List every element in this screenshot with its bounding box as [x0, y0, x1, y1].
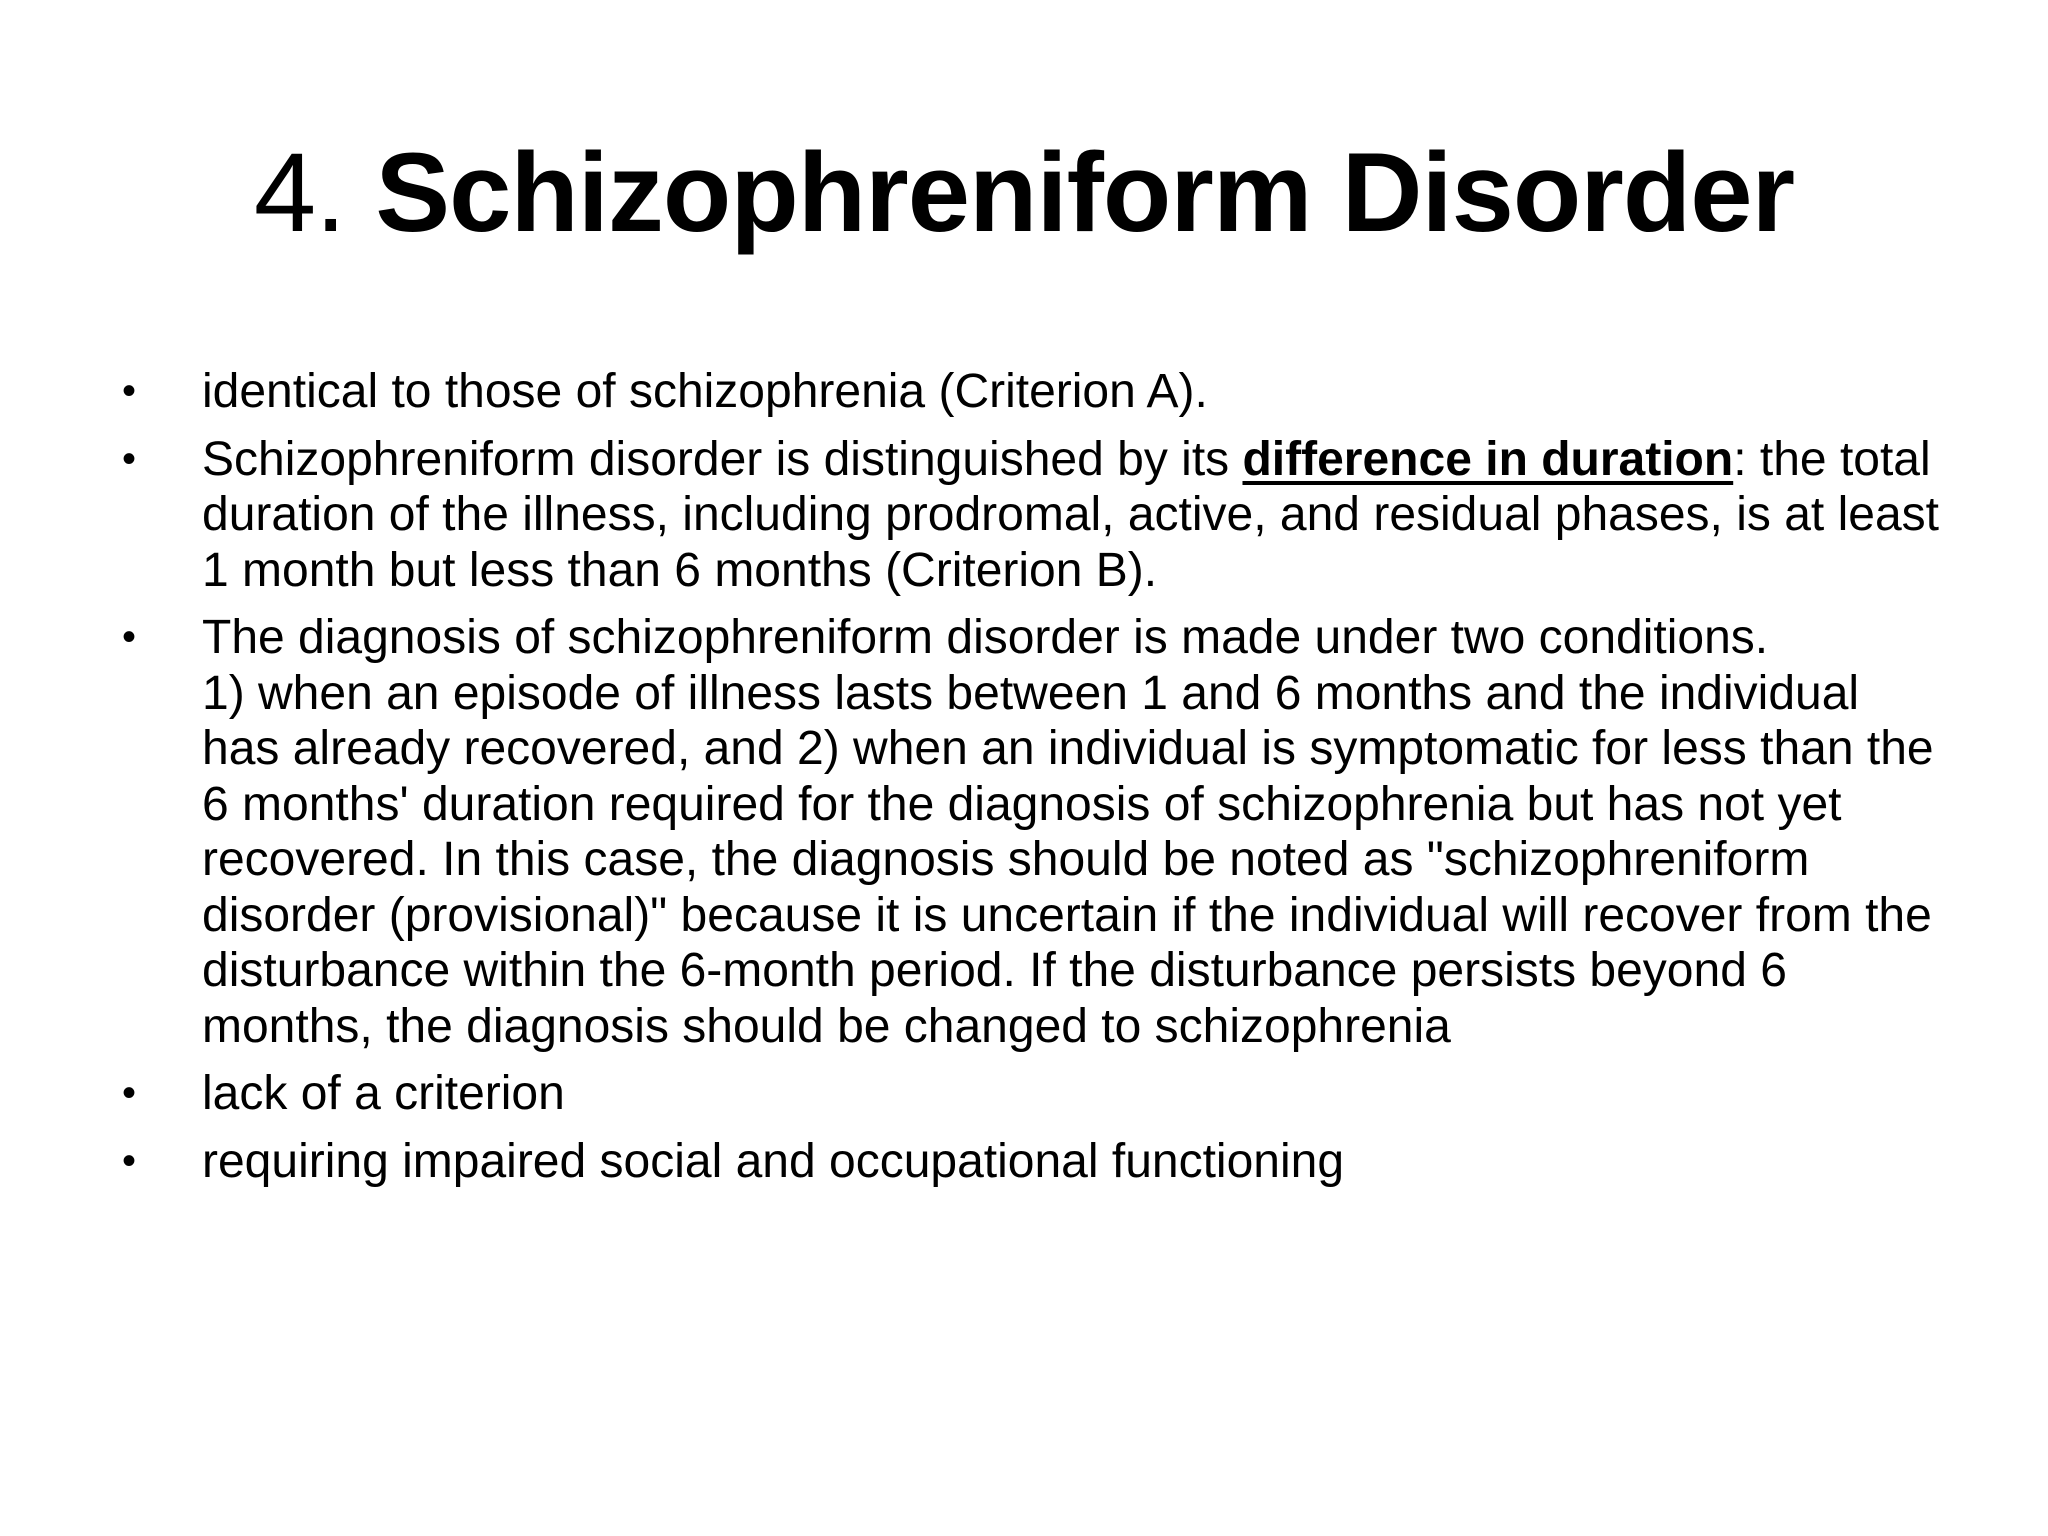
bullet-icon: •: [122, 615, 137, 659]
bullet-icon: •: [122, 436, 137, 481]
bullet-text-3-lead: The diagnosis of schizophreniform disorder is made under two conditions.: [202, 611, 1769, 664]
bullet-text-3-body: 1) when an episode of illness lasts between 1 and 6 months and the individual has already recovered, and 2) when an individual is symptomatic for less than the 6 months' duration required for the diagnosis of schizophrenia but has not yet recovered. In this case, the diagnosis should be noted as "schizophreniform disorder (provisional)" because it is uncertain if the individual will recover from the disturbance within the 6-month period. If the disturbance persists beyond 6 months, the diagnosis should be changed to schizophrenia: [202, 666, 1934, 1053]
bullet-text-4: lack of a criterion: [202, 1067, 565, 1120]
bullet-item-3: [122, 610, 1942, 1054]
title-text: Schizophreniform Disorder: [375, 130, 1795, 255]
bullet-icon: •: [122, 1138, 137, 1183]
bullet-item-2: [122, 432, 1942, 599]
duration-emphasis: difference in duration: [1242, 432, 1734, 486]
bullet-icon: •: [122, 1071, 137, 1115]
bullet-text-2-before: Schizophreniform disorder is distinguished by its: [202, 432, 1243, 486]
bullet-text-5: requiring impaired social and occupational functioning: [202, 1134, 1345, 1188]
bullet-text-2-after: : the total duration of the illness, including prodromal, active, and residual phases, is at least 1 month but less than 6 months (Criterion B).: [202, 432, 1939, 597]
bullet-item-1: [122, 364, 1942, 420]
title-number: 4.: [253, 130, 346, 255]
bullet-icon: •: [122, 369, 137, 413]
bullet-item-5: [122, 1134, 1942, 1190]
slide-title: [0, 128, 2048, 258]
bullet-item-4: [122, 1066, 1942, 1122]
bullet-list: [122, 364, 1942, 1201]
bullet-text-1: identical to those of schizophrenia (Criterion A).: [202, 365, 1208, 418]
